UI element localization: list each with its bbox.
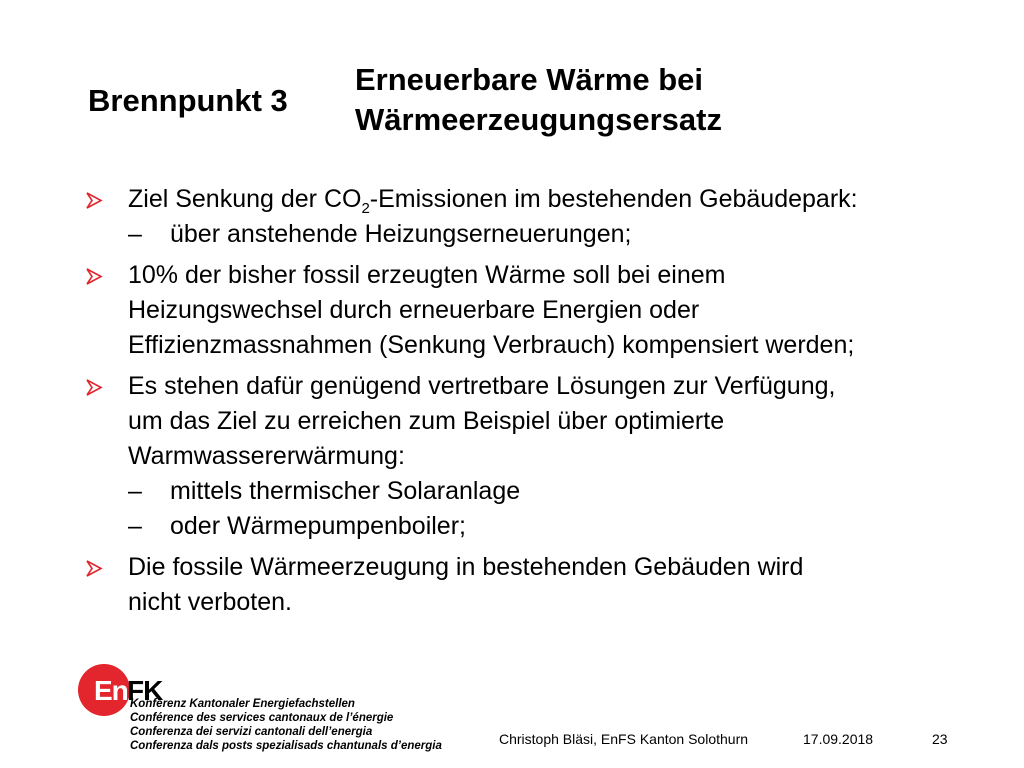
bullet-list (86, 182, 986, 626)
arrow-bullet-icon (86, 258, 110, 293)
logo-line: Konferenz Kantonaler Energiefachstellen (130, 698, 355, 710)
bullet-text-line: um das Ziel zu erreichen zum Beispiel über optimierte (128, 407, 725, 435)
subscript: 2 (361, 200, 370, 217)
arrow-bullet-icon (86, 550, 110, 585)
bullet-item (86, 258, 986, 363)
sub-item: – mittels thermischer Solaranlage (128, 474, 986, 509)
arrow-bullet-icon (86, 182, 110, 217)
logo-line: Conférence des services cantonaux de l’énergie (130, 712, 394, 724)
dash-marker: – (128, 477, 142, 505)
logo-mark-en: En (94, 675, 128, 706)
bullet-text-line: 10% der bisher fossil erzeugten Wärme soll bei einem (128, 261, 726, 289)
bullet-text-line: nicht verboten. (128, 588, 292, 616)
slide-title-line-1: Erneuerbare Wärme bei (355, 62, 704, 97)
bullet-item (86, 550, 986, 620)
bullet-text-line: Effizienzmassnahmen (Senkung Verbrauch) kompensiert werden; (128, 331, 855, 359)
footer-author: Christoph Bläsi, EnFS Kanton Solothurn (499, 731, 749, 747)
logo-mark-fk: FK (127, 675, 163, 706)
logo-organisation-names (130, 697, 442, 753)
sub-item: – oder Wärmepumpenboiler; (128, 509, 986, 544)
enfk-logo (78, 664, 442, 764)
page-number: 23 (932, 731, 948, 747)
arrow-bullet-icon (86, 369, 110, 404)
bullet-text-line: Die fossile Wärmeerzeugung in bestehenden Gebäuden wird (128, 553, 804, 581)
section-label: Brennpunkt 3 (88, 83, 288, 118)
sub-item: – über anstehende Heizungserneuerungen; (128, 217, 986, 252)
footer-date: 17.09.2018 (803, 731, 874, 747)
bullet-text-line: Warmwassererwärmung: (128, 442, 405, 470)
slide-title-line-2: Wärmeerzeugungsersatz (355, 102, 722, 137)
slide-title (355, 60, 955, 140)
bullet-item (86, 369, 986, 544)
bullet-text-line: Es stehen dafür genügend vertretbare Lösungen zur Verfügung, (128, 372, 836, 400)
bullet-text: Ziel Senkung der $CO_2$-Emissionen im bestehenden Gebäudepark: (128, 185, 858, 217)
dash-marker: – (128, 220, 142, 248)
bullet-text-line: Heizungswechsel durch erneuerbare Energien oder (128, 296, 700, 324)
bullet-item (86, 182, 986, 252)
logo-line: Conferenza dals posts spezialisads chantunals d’energia (130, 740, 442, 752)
dash-marker: – (128, 512, 142, 540)
logo-line: Conferenza dei servizi cantonali dell’energia (130, 726, 373, 738)
